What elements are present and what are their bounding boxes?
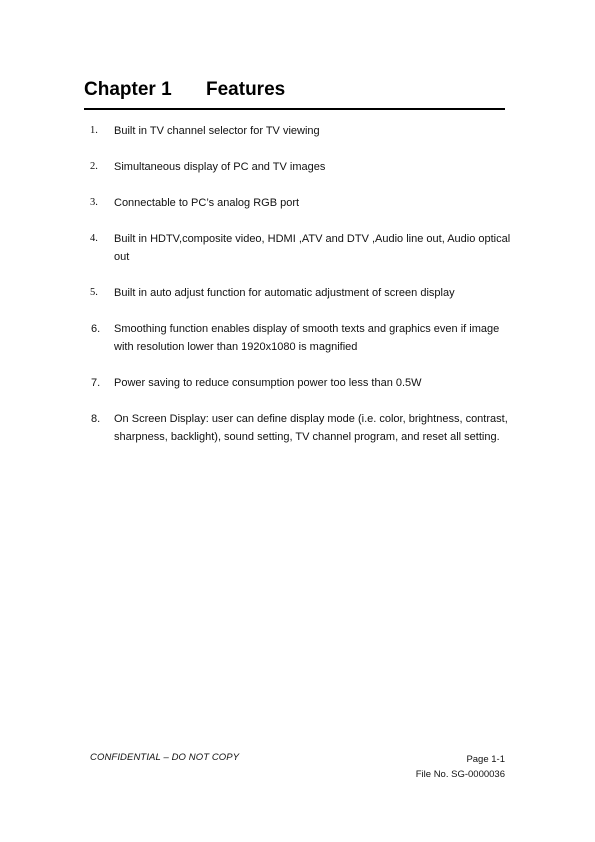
page-number: Page 1-1	[466, 754, 505, 765]
feature-item	[84, 410, 514, 446]
feature-text: Connectable to PC’s analog RGB port	[114, 197, 300, 209]
feature-item	[84, 194, 514, 212]
feature-item	[84, 158, 514, 176]
feature-text: Built in TV channel selector for TV viewing	[114, 125, 320, 137]
feature-text: Simultaneous display of PC and TV images	[114, 161, 326, 173]
feature-item	[84, 374, 514, 392]
feature-text: Built in HDTV,composite video, HDMI ,ATV and DTV ,Audio line out, Audio optical out	[114, 233, 511, 263]
feature-item	[84, 284, 514, 302]
page-heading	[84, 78, 505, 110]
confidential-notice: CONFIDENTIAL – DO NOT COPY	[90, 752, 240, 763]
feature-item	[84, 320, 514, 356]
feature-text: Built in auto adjust function for automatic adjustment of screen display	[114, 287, 455, 299]
feature-number: 6.	[91, 323, 101, 335]
feature-number: 3.	[90, 197, 98, 208]
feature-number: 4.	[90, 233, 98, 244]
feature-number: 8.	[91, 413, 101, 425]
feature-text: On Screen Display: user can define display mode (i.e. color, brightness, contrast, sharpness, backlight), sound setting, TV channel program, and reset all setting.	[114, 413, 508, 443]
feature-number: 2.	[90, 161, 98, 172]
feature-item	[84, 230, 514, 266]
chapter-title: Features	[206, 79, 286, 100]
feature-number: 7.	[91, 377, 101, 389]
feature-number: 1.	[90, 125, 98, 136]
feature-item	[84, 122, 514, 140]
chapter-number: Chapter 1	[84, 79, 172, 100]
feature-text: Smoothing function enables display of smooth texts and graphics even if image with resolution lower than 1920x1080 is magnified	[114, 323, 500, 353]
feature-number: 5.	[90, 287, 98, 298]
page-info	[416, 752, 505, 782]
feature-text: Power saving to reduce consumption power too less than 0.5W	[114, 377, 422, 389]
feature-list	[84, 122, 514, 464]
file-number: File No. SG-0000036	[415, 769, 505, 780]
